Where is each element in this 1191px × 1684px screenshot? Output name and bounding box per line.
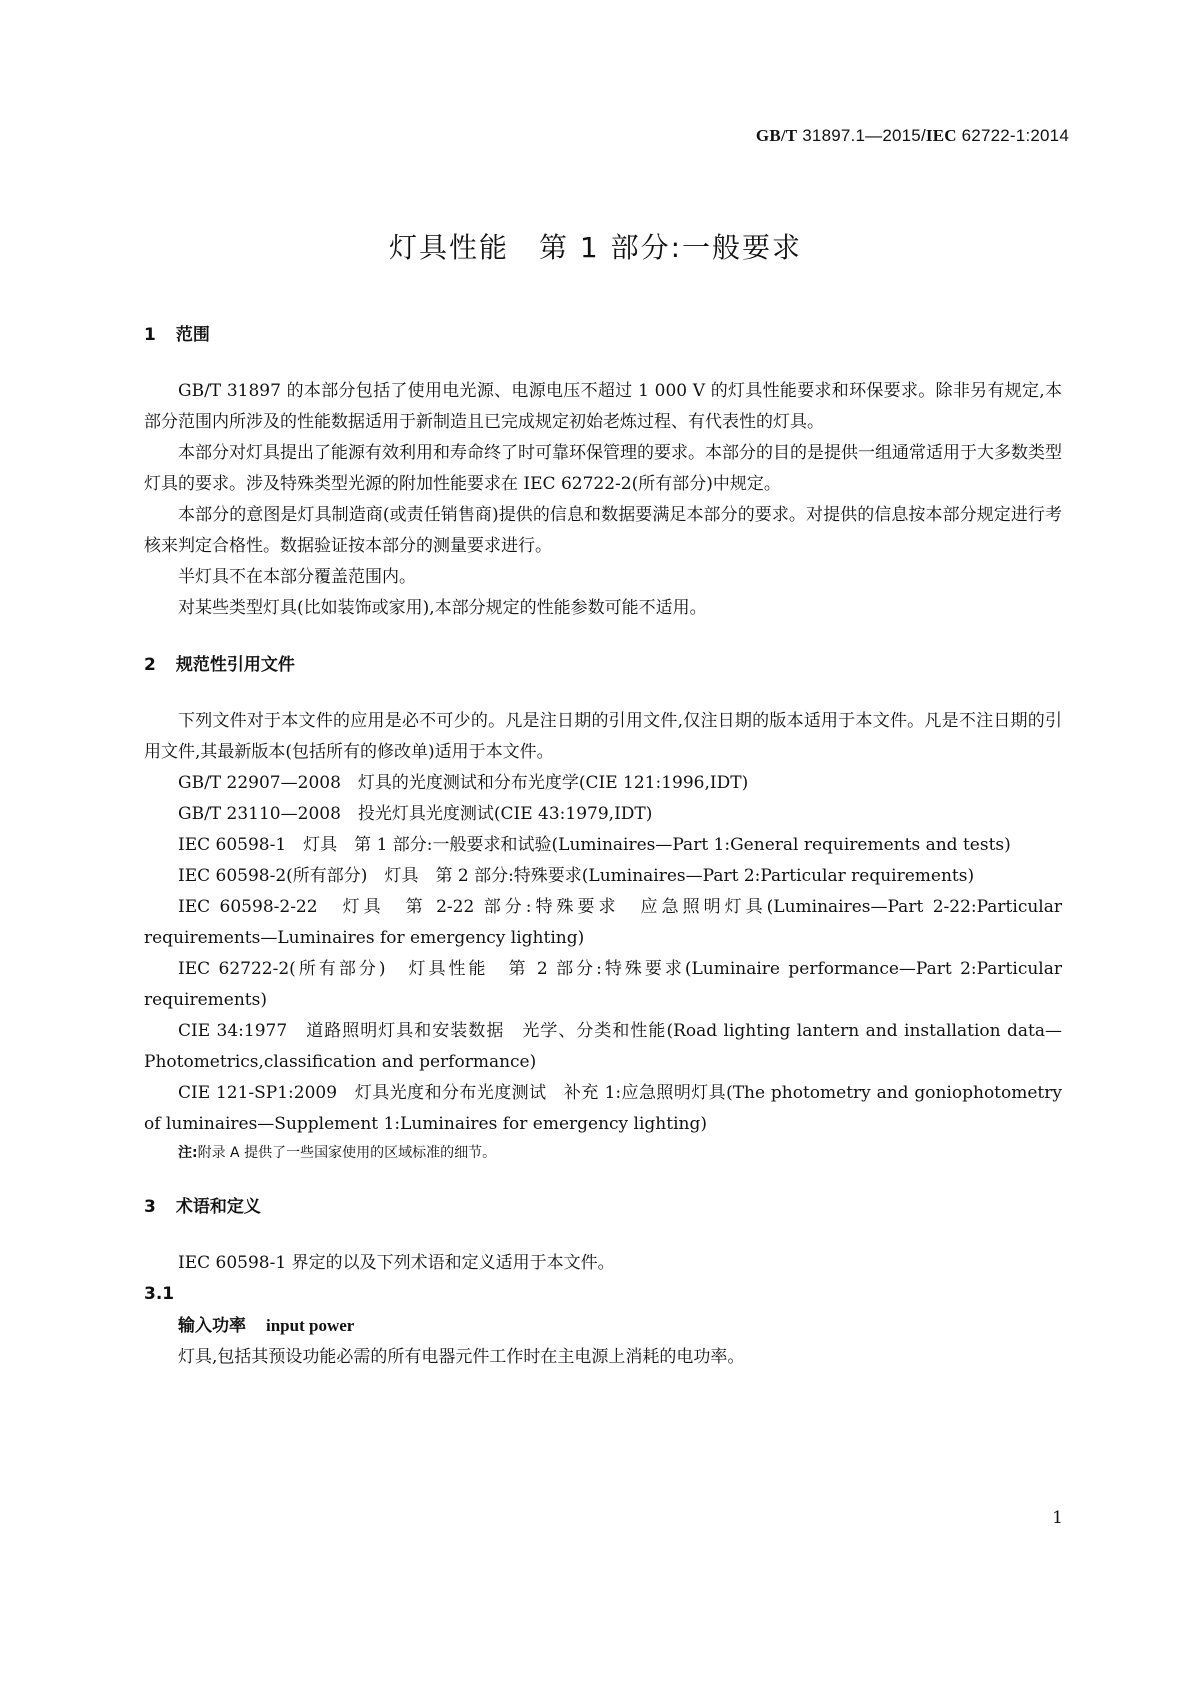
reference-item: CIE 121-SP1:2009 灯具光度和分布光度测试 补充 1:应急照明灯具(The photometry and goniophotometry of luminaires—Supplement 1:Luminaires for emergency lighting) xyxy=(144,1083,1062,1134)
reference-item: GB/T 22907—2008 灯具的光度测试和分布光度学(CIE 121:1996,IDT) xyxy=(178,773,749,793)
note-text: 附录 A 提供了一些国家使用的区域标准的细节。 xyxy=(197,1145,497,1161)
term-number: 3.1 xyxy=(144,1284,175,1304)
paragraph: 本部分对灯具提出了能源有效利用和寿命终了时可靠环保管理的要求。本部分的目的是提供一组通常适用于大多数类型灯具的要求。涉及特殊类型光源的附加性能要求在 IEC 62722-2(所有部分)中规定。 xyxy=(144,443,1062,494)
section-number: 3 xyxy=(144,1197,156,1217)
reference-item: IEC 62722-2(所有部分) 灯具性能 第 2 部分:特殊要求(Luminaire performance—Part 2:Particular requirements) xyxy=(144,959,1062,1010)
reference-item: IEC 60598-2(所有部分) 灯具 第 2 部分:特殊要求(Luminaires—Part 2:Particular requirements) xyxy=(178,866,975,886)
page-number: 1 xyxy=(1052,1508,1063,1528)
term-heading xyxy=(144,1310,1062,1342)
std-prefix: GB/T xyxy=(755,126,798,145)
section-heading-scope xyxy=(144,320,1062,350)
note-label: 注: xyxy=(178,1145,198,1161)
section-number: 2 xyxy=(144,655,156,675)
iec-prefix: IEC xyxy=(925,126,957,145)
term-zh: 输入功率 xyxy=(178,1316,246,1336)
paragraph: IEC 60598-1 界定的以及下列术语和定义适用于本文件。 xyxy=(178,1253,615,1273)
section-number: 1 xyxy=(144,325,156,345)
document-title: 灯具性能 第 1 部分:一般要求 xyxy=(388,231,803,264)
reference-item: GB/T 23110—2008 投光灯具光度测试(CIE 43:1979,IDT) xyxy=(178,804,653,824)
std-number: 31897.1—2015/ xyxy=(802,126,926,145)
section-heading-normative-references xyxy=(144,650,1062,680)
paragraph: 半灯具不在本部分覆盖范围内。 xyxy=(178,567,416,587)
term-en: input power xyxy=(266,1316,355,1335)
paragraph: 本部分的意图是灯具制造商(或责任销售商)提供的信息和数据要满足本部分的要求。对提供的信息按本部分规定进行考核来判定合格性。数据验证按本部分的测量要求进行。 xyxy=(144,505,1062,556)
section-title: 范围 xyxy=(175,325,210,345)
standard-number xyxy=(756,126,1069,146)
document-body xyxy=(144,320,1062,1373)
section-title: 规范性引用文件 xyxy=(175,655,295,675)
paragraph: GB/T 31897 的本部分包括了使用电光源、电源电压不超过 1 000 V 的灯具性能要求和环保要求。除非另有规定,本部分范围内所涉及的性能数据适用于新制造且已完成规定初始老炼过程、有代表性的灯具。 xyxy=(144,381,1062,432)
paragraph: 对某些类型灯具(比如装饰或家用),本部分规定的性能参数可能不适用。 xyxy=(178,598,707,618)
note xyxy=(144,1140,1062,1166)
section-title: 术语和定义 xyxy=(175,1197,261,1217)
section-heading-terms-definitions xyxy=(144,1192,1062,1222)
term-definition: 灯具,包括其预设功能必需的所有电器元件工作时在主电源上消耗的电功率。 xyxy=(178,1347,745,1367)
reference-item: IEC 60598-1 灯具 第 1 部分:一般要求和试验(Luminaires—Part 1:General requirements and tests) xyxy=(178,835,1011,855)
paragraph: 下列文件对于本文件的应用是必不可少的。凡是注日期的引用文件,仅注日期的版本适用于本文件。凡是不注日期的引用文件,其最新版本(包括所有的修改单)适用于本文件。 xyxy=(144,711,1062,762)
iec-number: 62722-1:2014 xyxy=(961,126,1069,145)
reference-item: CIE 34:1977 道路照明灯具和安装数据 光学、分类和性能(Road lighting lantern and installation data—Photometrics,classification and performance) xyxy=(144,1021,1062,1072)
reference-item: IEC 60598-2-22 灯具 第 2-22 部分:特殊要求 应急照明灯具(Luminaires—Part 2-22:Particular requirements—Luminaires for emergency lighting) xyxy=(144,897,1062,948)
